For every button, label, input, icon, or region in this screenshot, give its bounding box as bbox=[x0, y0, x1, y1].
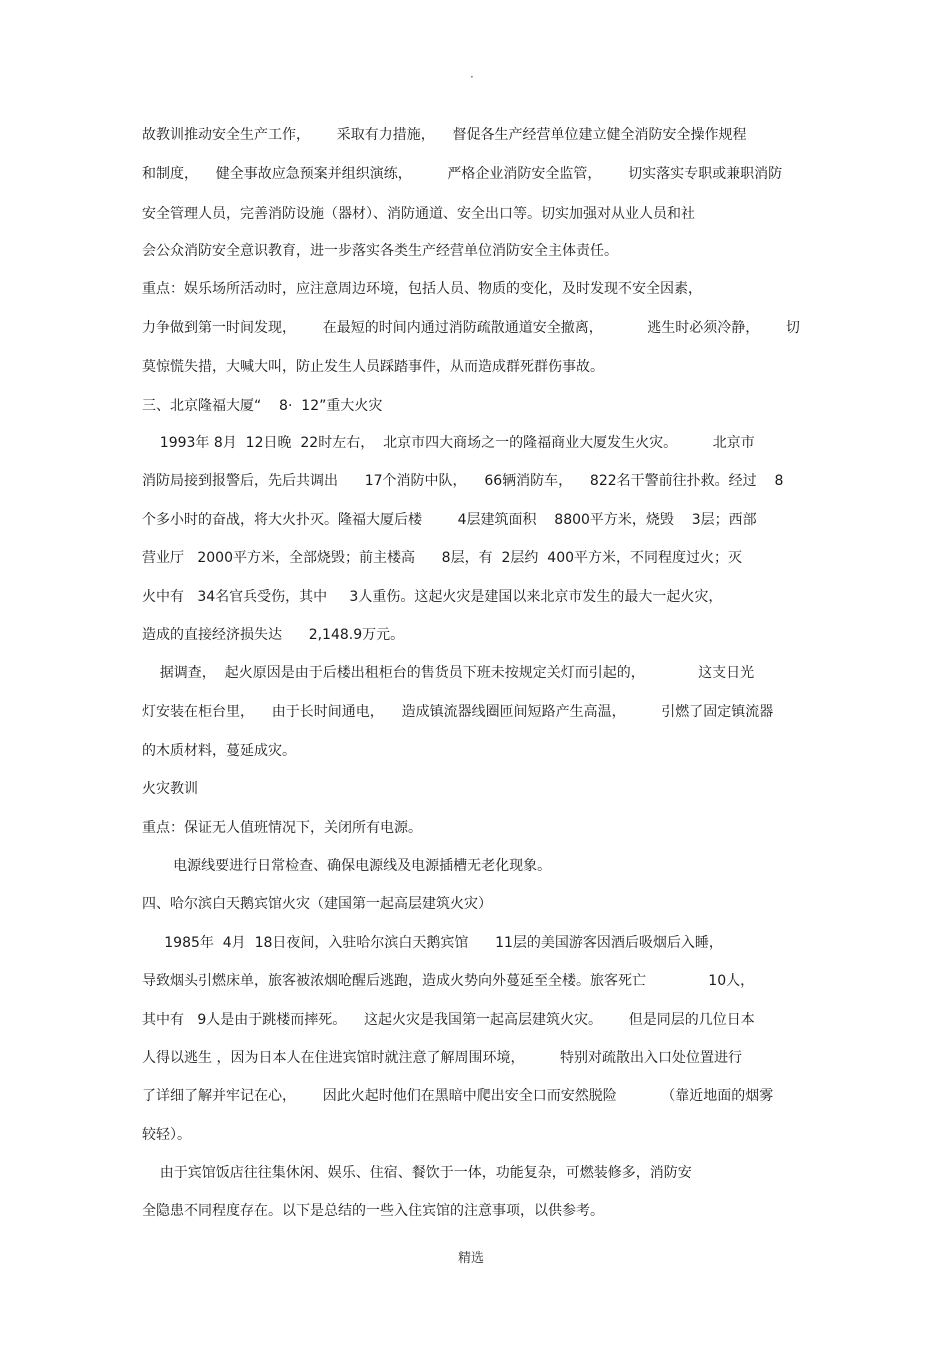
text-line: 造成的直接经济损失达 2,148.9万元。 bbox=[142, 627, 405, 643]
text-line: 其中有 9人是由于跳楼而摔死。 这起火灾是我国第一起高层建筑火灾。 但是同层的几位日本 bbox=[142, 1012, 755, 1028]
text-line: 莫惊慌失措，大喊大叫，防止发生人员踩踏事件，从而造成群死群伤事故。 bbox=[142, 359, 604, 375]
text-line: 个多小时的奋战，将大火扑灭。隆福大厦后楼 4层建筑面积 8800平方米，烧毁 3层；西部 bbox=[142, 512, 757, 528]
text-line: 消防局接到报警后，先后共调出 17个消防中队， 66辆消防车， 822名干警前往扑救。经过 8 bbox=[142, 473, 784, 489]
text-line: 安全管理人员，完善消防设施（器材）、消防通道、安全出口等。切实加强对从业人员和社 bbox=[142, 206, 695, 222]
text-line: 火灾教训 bbox=[142, 781, 198, 797]
text-line: 全隐患不同程度存在。以下是总结的一些入住宾馆的注意事项，以供参考。 bbox=[142, 1203, 604, 1219]
text-line: 灯安装在柜台里， 由于长时间通电， 造成镇流器线圈匝间短路产生高温， 引燃了固定镇流器 bbox=[142, 704, 774, 720]
text-line: 由于宾馆饭店往往集休闲、娱乐、住宿、餐饮于一体，功能复杂，可燃装修多，消防安 bbox=[142, 1165, 692, 1181]
text-line: 据调查， 起火原因是由于后楼出租柜台的售货员下班未按规定关灯而引起的， 这支日光 bbox=[142, 665, 755, 681]
text-line: 四、哈尔滨白天鹅宾馆火灾（建国第一起高层建筑火灾） bbox=[142, 896, 492, 912]
text-line: 人得以逃生 ，因为日本人在住进宾馆时就注意了解周围环境， 特别对疏散出入口处位置进行 bbox=[142, 1050, 743, 1066]
text-line: 较轻）。 bbox=[142, 1127, 191, 1143]
text-line: 电源线要进行日常检查、确保电源线及电源插槽无老化现象。 bbox=[142, 858, 552, 874]
text-line: 和制度， 健全事故应急预案并组织演练， 严格企业消防安全监管， 切实落实专职或兼职消防 bbox=[142, 166, 783, 182]
text-line: 导致烟头引燃床单，旅客被浓烟呛醒后逃跑，造成火势向外蔓延至全楼。旅客死亡 10人， bbox=[142, 973, 755, 989]
text-line: 三、北京隆福大厦“ 8· 12”重大火灾 bbox=[142, 398, 383, 414]
text-line: 会公众消防安全意识教育，进一步落实各类生产经营单位消防安全主体责任。 bbox=[142, 243, 618, 259]
text-line: 营业厅 2000平方米，全部烧毁；前主楼高 8层，有 2层约 400平方米，不同程度过火；灭 bbox=[142, 550, 743, 566]
text-line: 了详细了解并牢记在心， 因此火起时他们在黑暗中爬出安全口而安然脱险 （靠近地面的烟雾 bbox=[142, 1088, 774, 1104]
text-line: 火中有 34名官兵受伤，其中 3人重伤。这起火灾是建国以来北京市发生的最大一起火灾， bbox=[142, 589, 723, 605]
text-line: 1993年 8月 12日晚 22时左右， 北京市四大商场之一的隆福商业大厦发生火灾。 北京市 bbox=[142, 435, 755, 451]
page-footer: 精选 bbox=[458, 1251, 485, 1266]
text-line: 故教训推动安全生产工作， 采取有力措施， 督促各生产经营单位建立健全消防安全操作规程 bbox=[142, 127, 747, 143]
header-mark: · bbox=[470, 70, 474, 84]
text-line: 的木质材料，蔓延成灾。 bbox=[142, 743, 296, 759]
text-line: 重点：娱乐场所活动时，应注意周边环境，包括人员、物质的变化，及时发现不安全因素， bbox=[142, 281, 702, 297]
text-line: 力争做到第一时间发现， 在最短的时间内通过消防疏散通道安全撤离， 逃生时必须冷静， 切 bbox=[142, 320, 800, 336]
text-line: 1985年 4月 18日夜间，入驻哈尔滨白天鹅宾馆 11层的美国游客因酒后吸烟后入睡， bbox=[142, 935, 723, 951]
text-line: 重点：保证无人值班情况下，关闭所有电源。 bbox=[142, 820, 422, 836]
